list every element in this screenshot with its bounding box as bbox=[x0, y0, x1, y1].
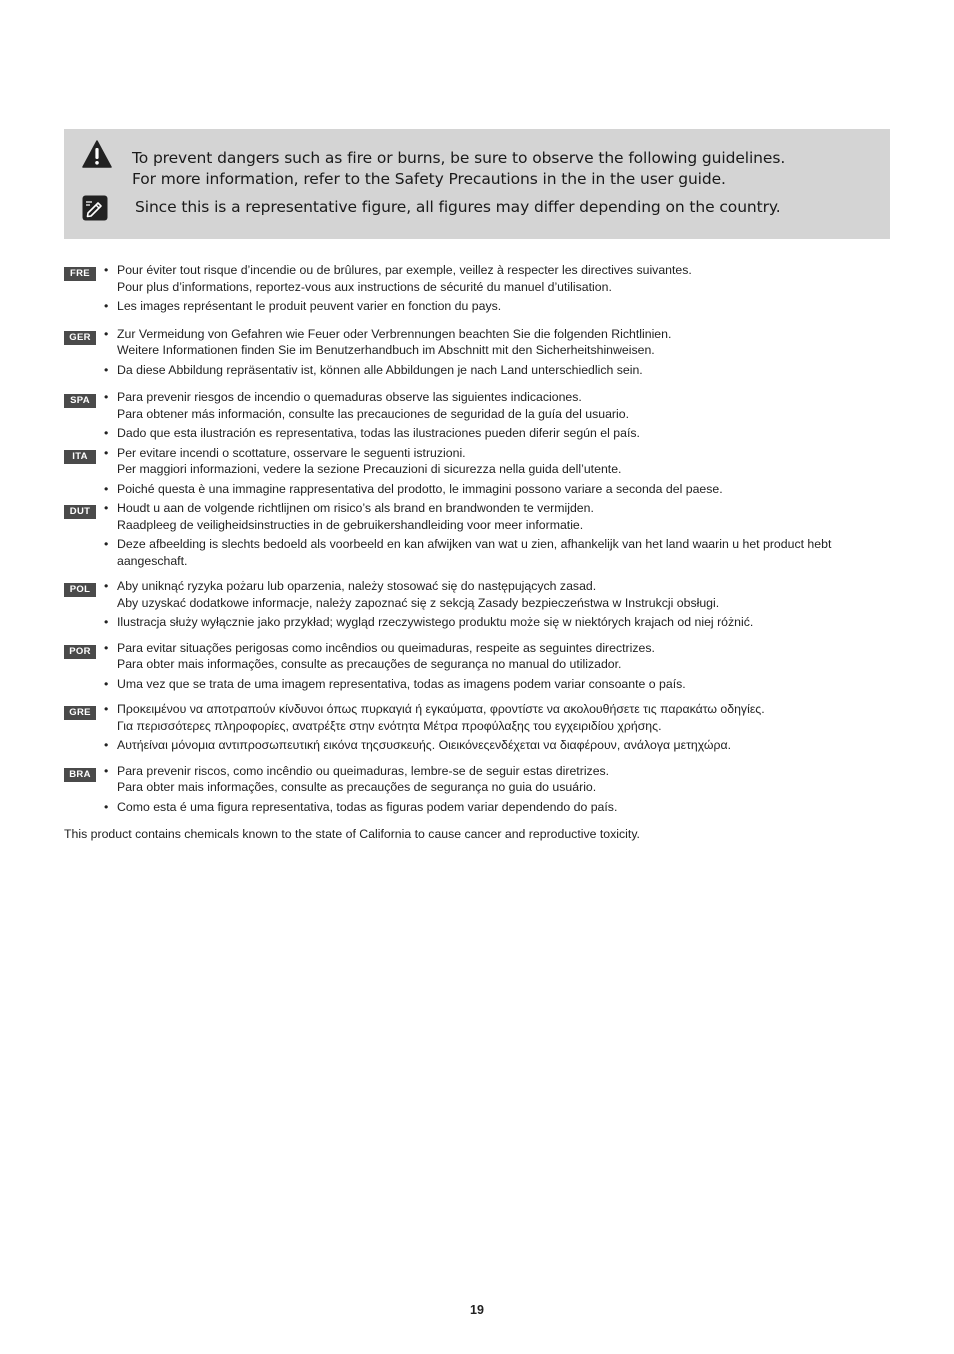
lang-block-spa bbox=[64, 389, 884, 442]
language-badge: ITA bbox=[64, 450, 96, 464]
lang-block-por bbox=[64, 640, 884, 693]
instruction-text: Αυτήείναι μόνομια αντιπροσωπευτική εικόνα τηςσυσκευής. Οιεικόνεςενδέχεται να διαφέρουν, ανάλογα μετηχώρα. bbox=[117, 738, 732, 752]
language-badge: BRA bbox=[64, 768, 96, 782]
warning-line-1: To prevent dangers such as fire or burns, be sure to observe the following guidelines. bbox=[132, 149, 786, 167]
lang-block-gre bbox=[64, 701, 884, 754]
instruction-item bbox=[104, 362, 884, 379]
bullet-icon: • bbox=[104, 799, 109, 814]
instruction-item bbox=[104, 389, 884, 422]
instruction-text: Uma vez que se trata de uma imagem representativa, todas as imagens podem variar consoante o país. bbox=[117, 676, 686, 691]
instruction-item bbox=[104, 445, 884, 478]
instruction-item bbox=[104, 737, 884, 754]
instruction-text: Poiché questa è una immagine rappresentativa del prodotto, le immagini possono variare a seconda del paese. bbox=[117, 481, 723, 496]
instruction-item bbox=[104, 799, 884, 816]
bullet-icon: • bbox=[104, 763, 109, 778]
language-badge: DUT bbox=[64, 505, 96, 519]
instruction-item bbox=[104, 262, 884, 295]
bullet-icon: • bbox=[104, 390, 109, 404]
prop65-notice: This product contains chemicals known to the state of California to cause cancer and reproductive toxicity. bbox=[64, 827, 640, 841]
language-badge: GRE bbox=[64, 706, 96, 720]
lang-block-bra bbox=[64, 763, 884, 816]
lang-block-ita bbox=[64, 445, 884, 498]
language-badge: POR bbox=[64, 645, 96, 659]
bullet-icon: • bbox=[104, 640, 109, 655]
instruction-text: Para prevenir riesgos de incendio o quemaduras observe las siguientes indicaciones. Para obtener más información, consulte las precauciones de seguridad de la guía del usuario. bbox=[117, 390, 629, 421]
instruction-text: Pour éviter tout risque d’incendie ou de brûlures, par exemple, veillez à respecter les directives suivantes. Pour plus d’informations, reportez-vous aux instructions de sécurité du manuel d’utilisation. bbox=[117, 263, 692, 294]
bullet-icon: • bbox=[104, 326, 109, 341]
instruction-text: Para prevenir riscos, como incêndio ou queimaduras, lembre-se de seguir estas diretrizes. Para obter mais informações, consulte as precauções de segurança no guia do usuário. bbox=[117, 763, 610, 794]
instruction-item bbox=[104, 536, 884, 569]
instruction-text: Como esta é uma figura representativa, todas as figuras podem variar dependendo do país. bbox=[117, 799, 618, 814]
bullet-icon: • bbox=[104, 738, 109, 752]
lang-block-dut bbox=[64, 500, 884, 569]
language-instructions bbox=[64, 262, 884, 815]
safety-banner bbox=[64, 129, 890, 239]
instruction-text: Les images représentant le produit peuvent varier en fonction du pays. bbox=[117, 299, 502, 313]
instruction-text: Deze afbeelding is slechts bedoeld als voorbeeld en kan afwijken van wat u zien, afhankelijk van het land waarin u het product hebt aangeschaft. bbox=[117, 537, 832, 568]
bullet-icon: • bbox=[104, 579, 109, 593]
language-badge: FRE bbox=[64, 267, 96, 281]
page-number: 19 bbox=[470, 1303, 484, 1317]
warning-line-2: For more information, refer to the Safety Precautions in the in the user guide. bbox=[132, 170, 726, 188]
instruction-item bbox=[104, 640, 884, 673]
language-badge: POL bbox=[64, 583, 96, 597]
instruction-text: Houdt u aan de volgende richtlijnen om risico’s als brand en brandwonden te vermijden. Raadpleeg de veiligheidsinstructies in de gebruikershandleiding voor meer informatie. bbox=[117, 501, 594, 532]
language-badge: SPA bbox=[64, 394, 96, 408]
lang-block-fre bbox=[64, 262, 884, 315]
instruction-item bbox=[104, 500, 884, 533]
instruction-item bbox=[104, 298, 884, 315]
instruction-item bbox=[104, 481, 884, 498]
instruction-item bbox=[104, 425, 884, 442]
instruction-text: Ilustracja służy wyłącznie jako przykład; wygląd rzeczywistego produktu może się w niektórych krajach od niej różnić. bbox=[117, 615, 754, 629]
language-badge: GER bbox=[64, 331, 96, 345]
bullet-icon: • bbox=[104, 537, 109, 551]
bullet-icon: • bbox=[104, 299, 109, 313]
bullet-icon: • bbox=[104, 445, 109, 460]
bullet-icon: • bbox=[104, 676, 109, 691]
instruction-item bbox=[104, 578, 884, 611]
instruction-text: Per evitare incendi o scottature, osservare le seguenti istruzioni. Per maggiori informazioni, vedere la sezione Precauzioni di sicurezza nella guida dell’utente. bbox=[117, 445, 622, 476]
instruction-text: Da diese Abbildung repräsentativ ist, können alle Abbildungen je nach Land unterschiedlich sein. bbox=[117, 362, 643, 377]
instruction-text: Προκειμένου να αποτραπούν κίνδυνοι όπως πυρκαγιά ή εγκαύματα, φροντίστε να ακολουθήσετε τις παρακάτω οδηγίες. Για περισσότερες πληροφορίες, ανατρέξτε στην ενότητα Μέτρα προφύλαξης του εγχειριδίου χρήσης. bbox=[117, 702, 765, 733]
bullet-icon: • bbox=[104, 362, 109, 377]
bullet-icon: • bbox=[104, 501, 109, 515]
instruction-text: Para evitar situações perigosas como incêndios ou queimaduras, respeite as seguintes directrizes. Para obter mais informações, consulte as precauções de segurança no manual do utilizador. bbox=[117, 640, 655, 671]
instruction-text: Zur Vermeidung von Gefahren wie Feuer oder Verbrennungen beachten Sie die folgenden Richtlinien. Weitere Informationen finden Sie im Benutzerhandbuch im Abschnitt mit den Sicherheitshinweisen. bbox=[117, 326, 672, 357]
instruction-text: Dado que esta ilustración es representativa, todas las ilustraciones pueden diferir según el país. bbox=[117, 426, 640, 440]
note-line: Since this is a representative figure, all figures may differ depending on the country. bbox=[135, 198, 781, 216]
lang-block-pol bbox=[64, 578, 884, 631]
instruction-text: Aby uniknąć ryzyka pożaru lub oparzenia, należy stosować się do następujących zasad. Aby uzyskać dodatkowe informacje, należy zapoznać się z sekcją Zasady bezpieczeństwa w Instrukcji obsługi. bbox=[117, 579, 720, 610]
instruction-item bbox=[104, 676, 884, 693]
note-pencil-icon bbox=[82, 195, 108, 221]
instruction-item bbox=[104, 614, 884, 631]
bullet-icon: • bbox=[104, 702, 109, 716]
instruction-item bbox=[104, 701, 884, 734]
bullet-icon: • bbox=[104, 426, 109, 440]
bullet-icon: • bbox=[104, 615, 109, 629]
instruction-item bbox=[104, 326, 884, 359]
bullet-icon: • bbox=[104, 263, 109, 277]
bullet-icon: • bbox=[104, 481, 109, 496]
lang-block-ger bbox=[64, 326, 884, 379]
warning-triangle-icon bbox=[82, 140, 112, 168]
instruction-item bbox=[104, 763, 884, 796]
